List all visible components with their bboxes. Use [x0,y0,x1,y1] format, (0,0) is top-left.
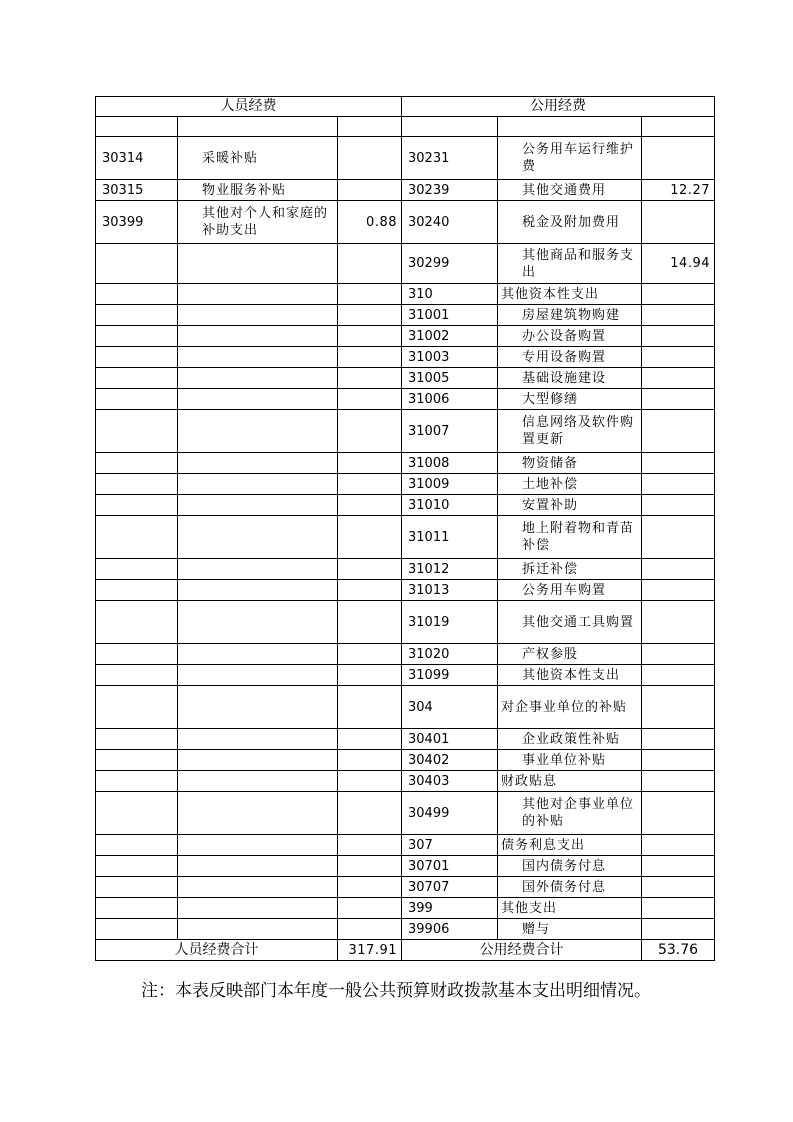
public-amount [642,644,715,665]
personnel-item [178,835,338,856]
personnel-amount [338,305,402,326]
personnel-amount: 0.88 [338,201,402,244]
personnel-amount [338,410,402,453]
personnel-item [178,856,338,877]
public-amount [642,117,715,137]
public-code: 31019 [402,601,498,644]
table-row [96,856,715,877]
public-item [498,117,642,137]
table-note: 注：本表反映部门本年度一般公共预算财政拨款基本支出明细情况。 [141,981,651,1001]
table-row [96,410,715,453]
public-code: 30402 [402,750,498,771]
personnel-amount [338,368,402,389]
personnel-amount [338,137,402,180]
table-row [96,368,715,389]
personnel-code [96,771,178,792]
public-item: 国外债务付息 [498,877,642,898]
public-amount [642,665,715,686]
table-row [96,180,715,201]
personnel-code [96,559,178,580]
public-item: 基础设施建设 [498,368,642,389]
public-item: 办公设备购置 [498,326,642,347]
personnel-item: 采暖补贴 [178,137,338,180]
table-row [96,347,715,368]
public-item: 企业政策性补贴 [498,729,642,750]
personnel-code [96,305,178,326]
personnel-amount [338,792,402,835]
personnel-code [96,729,178,750]
public-code: 30299 [402,244,498,284]
public-code: 30701 [402,856,498,877]
public-code: 307 [402,835,498,856]
table-row [96,729,715,750]
personnel-code [96,516,178,559]
public-item: 财政贴息 [498,771,642,792]
personnel-amount [338,244,402,284]
table-row [96,835,715,856]
public-item: 大型修缮 [498,389,642,410]
table-row [96,792,715,835]
personnel-code [96,750,178,771]
expenditure-detail-table [95,96,715,961]
personnel-code [96,835,178,856]
personnel-item [178,117,338,137]
personnel-code [96,919,178,940]
table-row [96,305,715,326]
public-code: 31001 [402,305,498,326]
personnel-code [96,389,178,410]
public-item: 赠与 [498,919,642,940]
table-row [96,389,715,410]
public-item: 事业单位补贴 [498,750,642,771]
public-code: 31012 [402,559,498,580]
public-amount [642,137,715,180]
personnel-amount [338,326,402,347]
personnel-amount [338,771,402,792]
public-item: 其他商品和服务支出 [498,244,642,284]
personnel-amount [338,665,402,686]
table-row [96,919,715,940]
public-item: 地上附着物和青苗补偿 [498,516,642,559]
public-item: 公务用车购置 [498,580,642,601]
public-item: 国内债务付息 [498,856,642,877]
public-amount [642,835,715,856]
public-amount: 14.94 [642,244,715,284]
public-amount [642,389,715,410]
public-amount [642,580,715,601]
personnel-amount [338,453,402,474]
personnel-amount [338,877,402,898]
public-amount [642,771,715,792]
public-amount [642,201,715,244]
personnel-item [178,771,338,792]
personnel-amount [338,495,402,516]
personnel-code [96,495,178,516]
personnel-item [178,580,338,601]
public-amount [642,877,715,898]
public-total-value: 53.76 [642,940,715,961]
table-row [96,474,715,495]
personnel-code [96,453,178,474]
personnel-code [96,665,178,686]
public-amount [642,559,715,580]
personnel-item [178,516,338,559]
public-header: 公用经费 [402,97,715,117]
public-item: 安置补助 [498,495,642,516]
public-amount [642,686,715,729]
personnel-total-value: 317.91 [338,940,402,961]
personnel-code [96,117,178,137]
personnel-header: 人员经费 [96,97,402,117]
public-code: 31002 [402,326,498,347]
public-amount [642,284,715,305]
public-amount [642,601,715,644]
public-item: 对企事业单位的补贴 [498,686,642,729]
public-code: 31007 [402,410,498,453]
public-amount: 12.27 [642,180,715,201]
personnel-code [96,601,178,644]
public-code: 31013 [402,580,498,601]
personnel-item: 其他对个人和家庭的补助支出 [178,201,338,244]
public-amount [642,856,715,877]
table-row [96,559,715,580]
public-amount [642,474,715,495]
personnel-amount [338,474,402,495]
personnel-item [178,305,338,326]
public-total-label: 公用经费合计 [402,940,642,961]
personnel-item [178,877,338,898]
public-amount [642,305,715,326]
public-code: 31020 [402,644,498,665]
personnel-item [178,686,338,729]
public-code: 30499 [402,792,498,835]
public-amount [642,516,715,559]
personnel-item [178,559,338,580]
personnel-amount [338,729,402,750]
public-code: 31009 [402,474,498,495]
public-item: 债务利息支出 [498,835,642,856]
personnel-amount [338,856,402,877]
personnel-code [96,644,178,665]
public-item: 其他交通工具购置 [498,601,642,644]
table-row [96,644,715,665]
table-row [96,495,715,516]
personnel-code [96,244,178,284]
table-row [96,750,715,771]
personnel-amount [338,117,402,137]
public-amount [642,495,715,516]
public-amount [642,410,715,453]
public-item: 信息网络及软件购置更新 [498,410,642,453]
public-item: 房屋建筑物购建 [498,305,642,326]
personnel-code [96,686,178,729]
personnel-code [96,326,178,347]
table-row [96,201,715,244]
personnel-amount [338,601,402,644]
personnel-item [178,474,338,495]
public-item: 其他资本性支出 [498,284,642,305]
personnel-code [96,368,178,389]
table-row [96,326,715,347]
personnel-item [178,601,338,644]
personnel-item [178,644,338,665]
personnel-item [178,898,338,919]
personnel-item: 物业服务补贴 [178,180,338,201]
personnel-item [178,453,338,474]
public-code: 30240 [402,201,498,244]
table-row [96,117,715,137]
public-item: 物资储备 [498,453,642,474]
public-amount [642,326,715,347]
personnel-amount [338,919,402,940]
personnel-amount [338,580,402,601]
public-amount [642,919,715,940]
personnel-code [96,898,178,919]
personnel-item [178,750,338,771]
personnel-code [96,347,178,368]
personnel-item [178,284,338,305]
public-code: 39906 [402,919,498,940]
header-row [96,97,715,117]
personnel-item [178,919,338,940]
public-code: 30403 [402,771,498,792]
public-item: 专用设备购置 [498,347,642,368]
personnel-item [178,244,338,284]
personnel-amount [338,559,402,580]
personnel-code [96,580,178,601]
public-item: 其他支出 [498,898,642,919]
personnel-amount [338,180,402,201]
public-item: 土地补偿 [498,474,642,495]
public-item: 税金及附加费用 [498,201,642,244]
personnel-code [96,410,178,453]
personnel-amount [338,644,402,665]
personnel-item [178,326,338,347]
public-amount [642,453,715,474]
public-item: 公务用车运行维护费 [498,137,642,180]
public-item: 拆迁补偿 [498,559,642,580]
personnel-code: 30314 [96,137,178,180]
public-code: 31006 [402,389,498,410]
table-row [96,877,715,898]
personnel-code [96,474,178,495]
public-code: 30231 [402,137,498,180]
personnel-total-label: 人员经费合计 [96,940,338,961]
personnel-amount [338,347,402,368]
public-item: 其他资本性支出 [498,665,642,686]
public-amount [642,729,715,750]
personnel-item [178,389,338,410]
public-code: 310 [402,284,498,305]
table-row [96,601,715,644]
table-row [96,244,715,284]
public-amount [642,898,715,919]
personnel-item [178,495,338,516]
table-row [96,771,715,792]
public-code: 31010 [402,495,498,516]
public-code: 31005 [402,368,498,389]
table-row [96,516,715,559]
personnel-amount [338,898,402,919]
public-amount [642,792,715,835]
table-row [96,453,715,474]
public-amount [642,347,715,368]
personnel-code: 30399 [96,201,178,244]
personnel-amount [338,686,402,729]
personnel-code [96,792,178,835]
personnel-amount [338,389,402,410]
personnel-item [178,347,338,368]
public-item: 其他对企事业单位的补贴 [498,792,642,835]
personnel-item [178,368,338,389]
personnel-amount [338,835,402,856]
personnel-amount [338,516,402,559]
personnel-amount [338,750,402,771]
public-code: 31011 [402,516,498,559]
personnel-code: 30315 [96,180,178,201]
table-row [96,686,715,729]
public-code: 399 [402,898,498,919]
personnel-code [96,284,178,305]
public-code: 30401 [402,729,498,750]
total-row [96,940,715,961]
public-amount [642,750,715,771]
public-code: 31003 [402,347,498,368]
table-row [96,137,715,180]
public-amount [642,368,715,389]
personnel-item [178,410,338,453]
personnel-item [178,665,338,686]
personnel-item [178,792,338,835]
table-row [96,580,715,601]
personnel-code [96,856,178,877]
personnel-item [178,729,338,750]
table-row [96,898,715,919]
public-code: 31008 [402,453,498,474]
table-row [96,665,715,686]
public-code: 30707 [402,877,498,898]
public-item: 其他交通费用 [498,180,642,201]
public-code: 31099 [402,665,498,686]
public-code: 304 [402,686,498,729]
personnel-amount [338,284,402,305]
public-code: 30239 [402,180,498,201]
table-row [96,284,715,305]
public-item: 产权参股 [498,644,642,665]
personnel-code [96,877,178,898]
public-code [402,117,498,137]
